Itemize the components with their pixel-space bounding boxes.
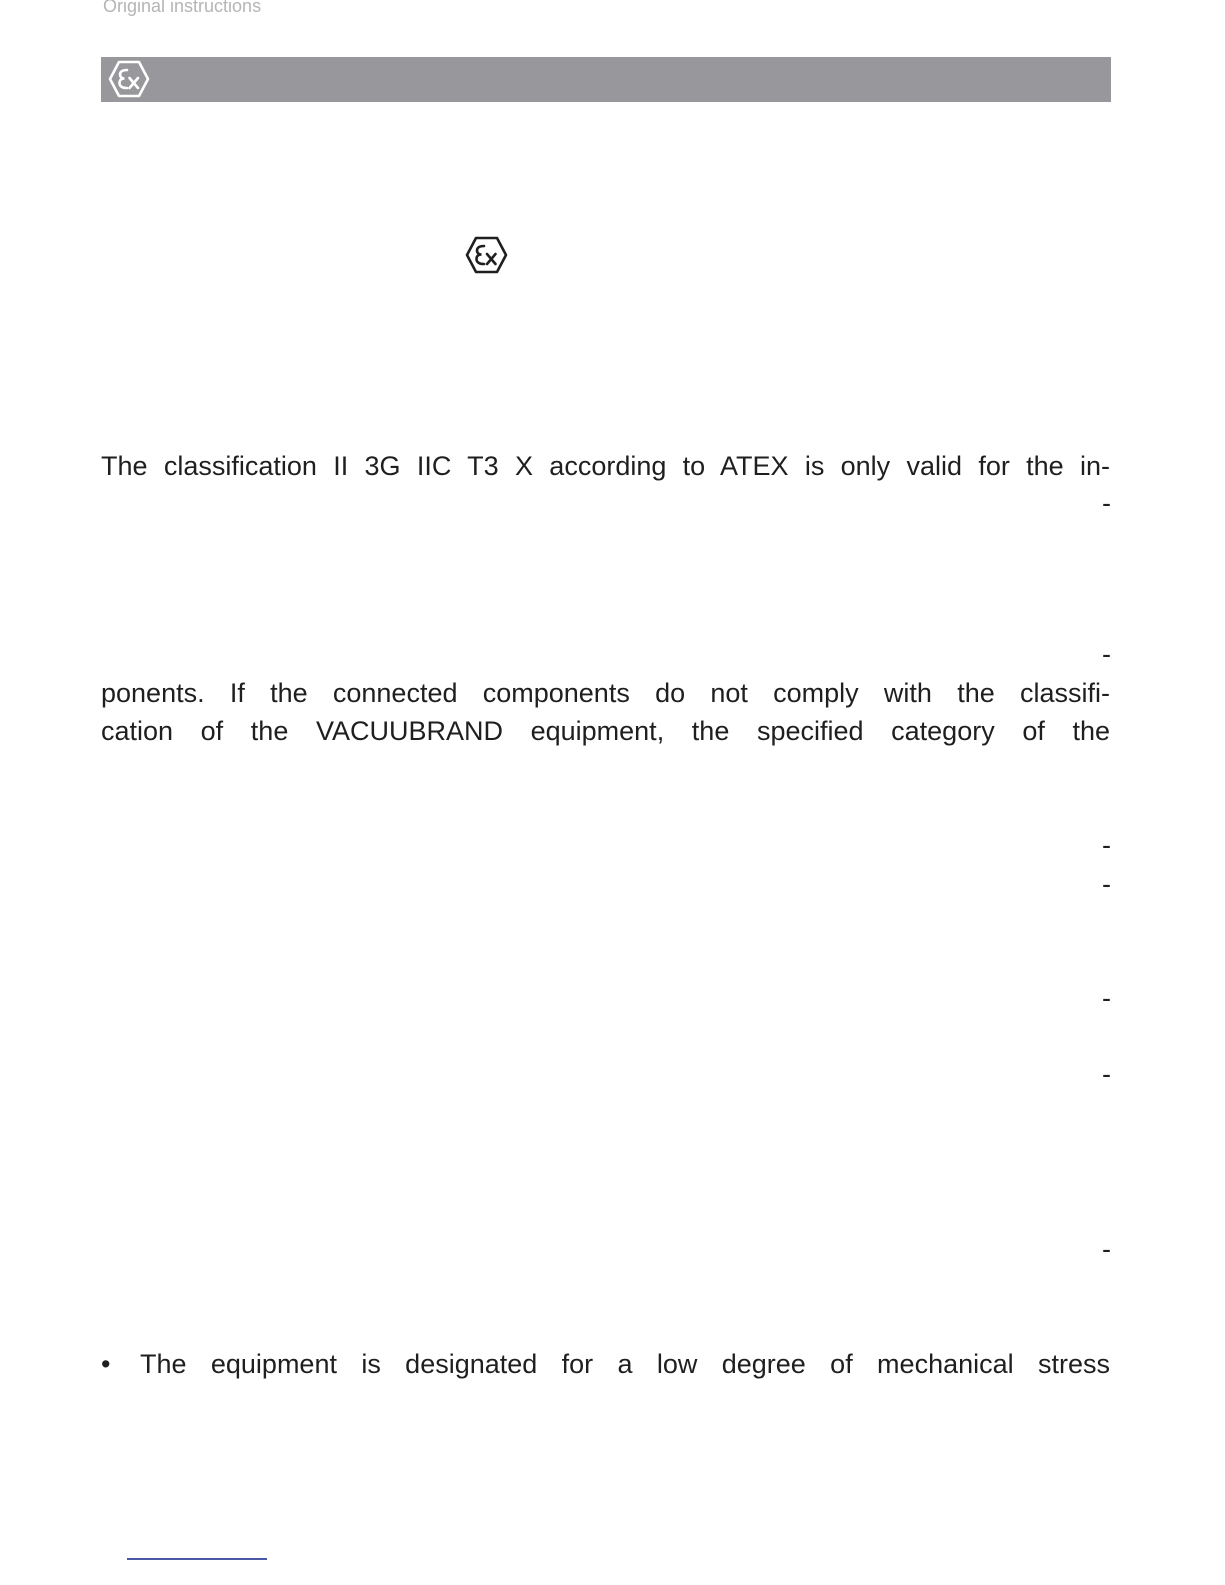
components-paragraph-line-1: ponents. If the connected components do not comply with the classifi- bbox=[101, 678, 1110, 708]
bullet-symbol: • bbox=[101, 1349, 111, 1379]
line-end-hyphen: - bbox=[1102, 830, 1111, 860]
components-paragraph-line-2: cation of the VACUUBRAND equipment, the specified category of the bbox=[101, 716, 1110, 746]
line-end-hyphen: - bbox=[1102, 1234, 1111, 1264]
line-end-hyphen: - bbox=[1102, 983, 1111, 1013]
section-header-bar bbox=[101, 57, 1111, 102]
ex-atex-icon bbox=[108, 59, 150, 99]
line-end-hyphen: - bbox=[1102, 488, 1111, 518]
line-end-hyphen: - bbox=[1102, 639, 1111, 669]
footer-link-underline bbox=[127, 1558, 267, 1560]
bullet-text: The equipment is designated for a low degree of mechanical stress bbox=[140, 1349, 1110, 1379]
ex-atex-icon bbox=[465, 235, 508, 275]
header-note: Original instructions bbox=[103, 0, 262, 16]
line-end-hyphen: - bbox=[1102, 869, 1111, 899]
classification-paragraph-line: The classification II 3G IIC T3 X according to ATEX is only valid for the in- bbox=[101, 451, 1110, 481]
line-end-hyphen: - bbox=[1102, 1059, 1111, 1089]
